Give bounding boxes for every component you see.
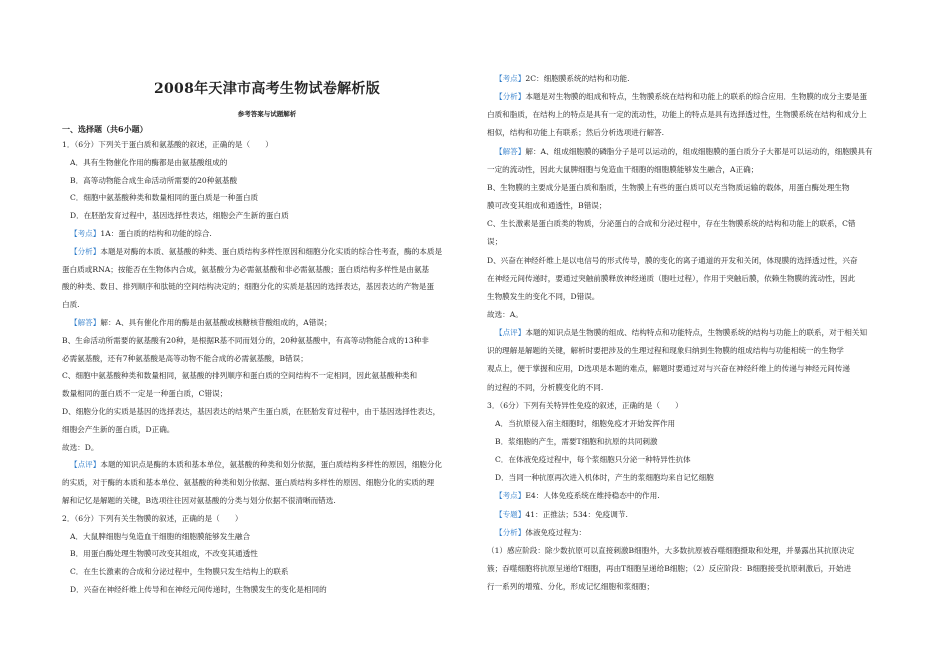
text-line: 的过程的不同，分析膜变化的不同. bbox=[487, 382, 604, 392]
text-line: D．当同一种抗原再次进入机体时，产生的浆细胞均来自记忆细胞 bbox=[495, 473, 714, 483]
text-line: A．大鼠脾细胞与兔造血干细胞的细胞膜能够发生融合 bbox=[70, 531, 251, 541]
section-tag: 【解答】 bbox=[495, 146, 526, 156]
text-line: B．高等动物能合成生命活动所需要的20种氨基酸 bbox=[70, 175, 238, 185]
section-tag: 【分析】 bbox=[495, 527, 526, 537]
text-line: 故选：A。 bbox=[487, 309, 523, 319]
section-tag: 【分析】 bbox=[70, 246, 101, 256]
text-line: 生物膜发生的变化不同，D错误。 bbox=[487, 291, 600, 301]
text-line: B、生物膜的主要成分是蛋白质和脂质，生物膜上有些的蛋白质可以充当物质运输的载体，用蛋白酶处理生物 bbox=[487, 182, 850, 192]
section-tag: 【考点】 bbox=[495, 491, 526, 501]
text-line: 1．（6分）下列关于蛋白质和氨基酸的叙述，正确的是（ ） bbox=[62, 140, 273, 149]
text-line: 【考点】E4：人体免疫系统在维持稳态中的作用. bbox=[495, 491, 660, 501]
section-tag: 【专题】 bbox=[495, 509, 526, 519]
page-subtitle: 参考答案与试题解析 bbox=[237, 110, 297, 118]
text-line: 酸的种类、数目、排列顺序和肽链的空间结构决定的；细胞分化的实质是基因的选择表达，基因表达的产物是蛋 bbox=[62, 282, 435, 292]
text-line: 解和记忆是解题的关键，B选项往往因对氨基酸的分类与划分依据不很清晰而错选. bbox=[62, 496, 336, 505]
text-line: D．在胚胎发育过程中，基因选择性表达，细胞会产生新的蛋白质 bbox=[70, 211, 289, 221]
text-line: 【分析】体液免疫过程为： bbox=[495, 527, 587, 537]
page-title: 2008年天津市高考生物试卷解析版 bbox=[153, 81, 381, 97]
section-tag: 【分析】 bbox=[495, 92, 526, 102]
text-line: C．在体液免疫过程中，每个浆细胞只分泌一种特异性抗体 bbox=[495, 455, 691, 465]
text-line: 【考点】1A：蛋白质的结构和功能的综合. bbox=[70, 229, 212, 238]
text-line: 【分析】本题是对生物膜的组成和特点，生物膜系统在结构和功能上的联系的综合应用．生物膜的成分主要是蛋 bbox=[495, 92, 868, 102]
text-line: 【点评】本题的知识点是酶的本质和基本单位，氨基酸的种类和划分依据，蛋白质结构多样性的原因，细胞分化 bbox=[70, 460, 443, 470]
text-line: 数量相同的蛋白质不一定是一种蛋白质，C错误； bbox=[62, 389, 228, 399]
text-line: B．浆细胞的产生，需要T细胞和抗原的共同刺激 bbox=[495, 437, 658, 446]
text-line: （1）感应阶段：除少数抗原可以直接刺激B细胞外，大多数抗原被吞噬细胞摄取和处理，并暴露出其抗原决定 bbox=[487, 545, 855, 555]
text-line: 【解答】解：A、组成细胞膜的磷脂分子是可以运动的，组成细胞膜的蛋白质分子大都是可以运动的，细胞膜具有 bbox=[495, 146, 873, 156]
text-line: 在神经元间传递时，要通过突触前膜释放神经递质（胞吐过程），作用于突触后膜，依赖生物膜的流动性，因此 bbox=[487, 273, 856, 283]
section-tag: 【点评】 bbox=[495, 328, 526, 338]
text-line: D．兴奋在神经纤维上传导和在神经元间传递时，生物膜发生的变化是相同的 bbox=[70, 585, 327, 594]
text-line: 一定的流动性，因此大鼠脾细胞与兔造血干细胞的细胞膜能够发生融合，A正确； bbox=[487, 164, 759, 174]
section-tag: 【点评】 bbox=[70, 460, 101, 470]
text-line: 【点评】本题的知识点是生物膜的组成、结构特点和功能特点，生物膜系统的结构与功能上的联系，对于相关知 bbox=[495, 328, 868, 338]
text-line: 细胞会产生新的蛋白质，D正确。 bbox=[62, 424, 175, 434]
text-line: 观点上，便于掌握和应用，D选项是本题的难点，解题时要通过对与兴奋在神经纤维上的传递与神经元间传递 bbox=[487, 364, 850, 374]
text-line: 误； bbox=[487, 237, 503, 247]
text-line: 必需氨基酸，还有7种氨基酸是高等动物不能合成的必需氨基酸，B错误； bbox=[62, 353, 308, 363]
text-line: 蛋白质或RNA；按能否在生物体内合成，氨基酸分为必需氨基酸和非必需氨基酸；蛋白质结构多样性是由氨基 bbox=[62, 264, 430, 274]
section-tag: 【解答】 bbox=[70, 318, 101, 327]
text-line: 【解答】解：A、具有催化作用的酶是由氨基酸或核糖核苷酸组成的，A错误； bbox=[70, 318, 332, 327]
text-line: 白质和脂质，在结构上的特点是具有一定的流动性，功能上的特点是具有选择透过性，生物膜系统在结构和成分上 bbox=[487, 110, 867, 120]
text-line: B、生命活动所需要的氨基酸有20种，是根据R基不同而划分的，20种氨基酸中，有高等动物能合成的13种非 bbox=[62, 335, 429, 345]
text-line: 簇；吞噬细胞将抗原呈递给T细胞，再由T细胞呈递给B细胞；（2）反应阶段：B细胞接受抗原刺激后，开始进 bbox=[487, 564, 852, 574]
text-line: 识的理解是解题的关键，解析时要把涉及的生理过程和现象归纳到生物膜的组成结构与功能相统一的生物学 bbox=[487, 346, 844, 356]
text-line: 【专题】41：正推法；534：免疫调节. bbox=[495, 509, 628, 519]
text-line: C、生长激素是蛋白质类的物质，分泌蛋白的合成和分泌过程中，存在生物膜系统的结构和功能上的联系，C错 bbox=[487, 219, 856, 229]
text-line: 故选：D。 bbox=[62, 442, 99, 452]
text-line: C．细胞中氨基酸种类和数量相同的蛋白质是一种蛋白质 bbox=[70, 193, 259, 203]
text-line: C、细胞中氨基酸种类和数量相同，氨基酸的排列顺序和蛋白质的空间结构不一定相同，因此氨基酸种类和 bbox=[62, 371, 418, 381]
text-line: D、兴奋在神经纤维上是以电信号的形式传导，膜的变化的离子通道的开发和关闭，体现膜的选择透过性，兴奋 bbox=[487, 255, 858, 265]
text-line: 【分析】本题是对酶的本质、氨基酸的种类、蛋白质结构多样性原因和细胞分化实质的综合性考查，酶的本质是 bbox=[70, 246, 443, 256]
section-heading: 一、选择题（共6小题） bbox=[62, 124, 148, 134]
section-tag: 【考点】 bbox=[70, 229, 101, 238]
text-line: 膜可改变其组成和通透性，B错误； bbox=[487, 201, 607, 211]
text-line: 【考点】2C：细胞膜系统的结构和功能. bbox=[495, 74, 630, 83]
text-line: 相似，结构和功能上有联系；然后分析选项进行解答. bbox=[487, 128, 665, 138]
text-line: D、细胞分化的实质是基因的选择表达，基因表达的结果产生蛋白质，在胚胎发育过程中，由于基因选择性表达， bbox=[62, 407, 441, 416]
text-line: C．在生长激素的合成和分泌过程中，生物膜只发生结构上的联系 bbox=[70, 567, 289, 577]
text-line: 3．（6分）下列有关特异性免疫的叙述，正确的是（ ） bbox=[487, 400, 683, 410]
text-line: B．用蛋白酶处理生物膜可改变其组成，不改变其通透性 bbox=[70, 549, 258, 559]
section-tag: 【考点】 bbox=[495, 74, 526, 83]
text-line: 2．（6分）下列有关生物膜的叙述，正确的是（ ） bbox=[62, 513, 243, 523]
text-line: 白质. bbox=[62, 300, 80, 310]
text-line: A．当抗原侵入宿主细胞时，细胞免疫才开始发挥作用 bbox=[495, 418, 676, 428]
text-line: 行一系列的增殖、分化，形成记忆细胞和浆细胞； bbox=[487, 582, 655, 592]
text-line: 的实质，对于酶的本质和基本单位、氨基酸的种类和划分依据、蛋白质结构多样性的原因、细胞分化的实质的理 bbox=[62, 478, 435, 488]
text-line: A．具有生物催化作用的酶都是由氨基酸组成的 bbox=[70, 157, 228, 167]
